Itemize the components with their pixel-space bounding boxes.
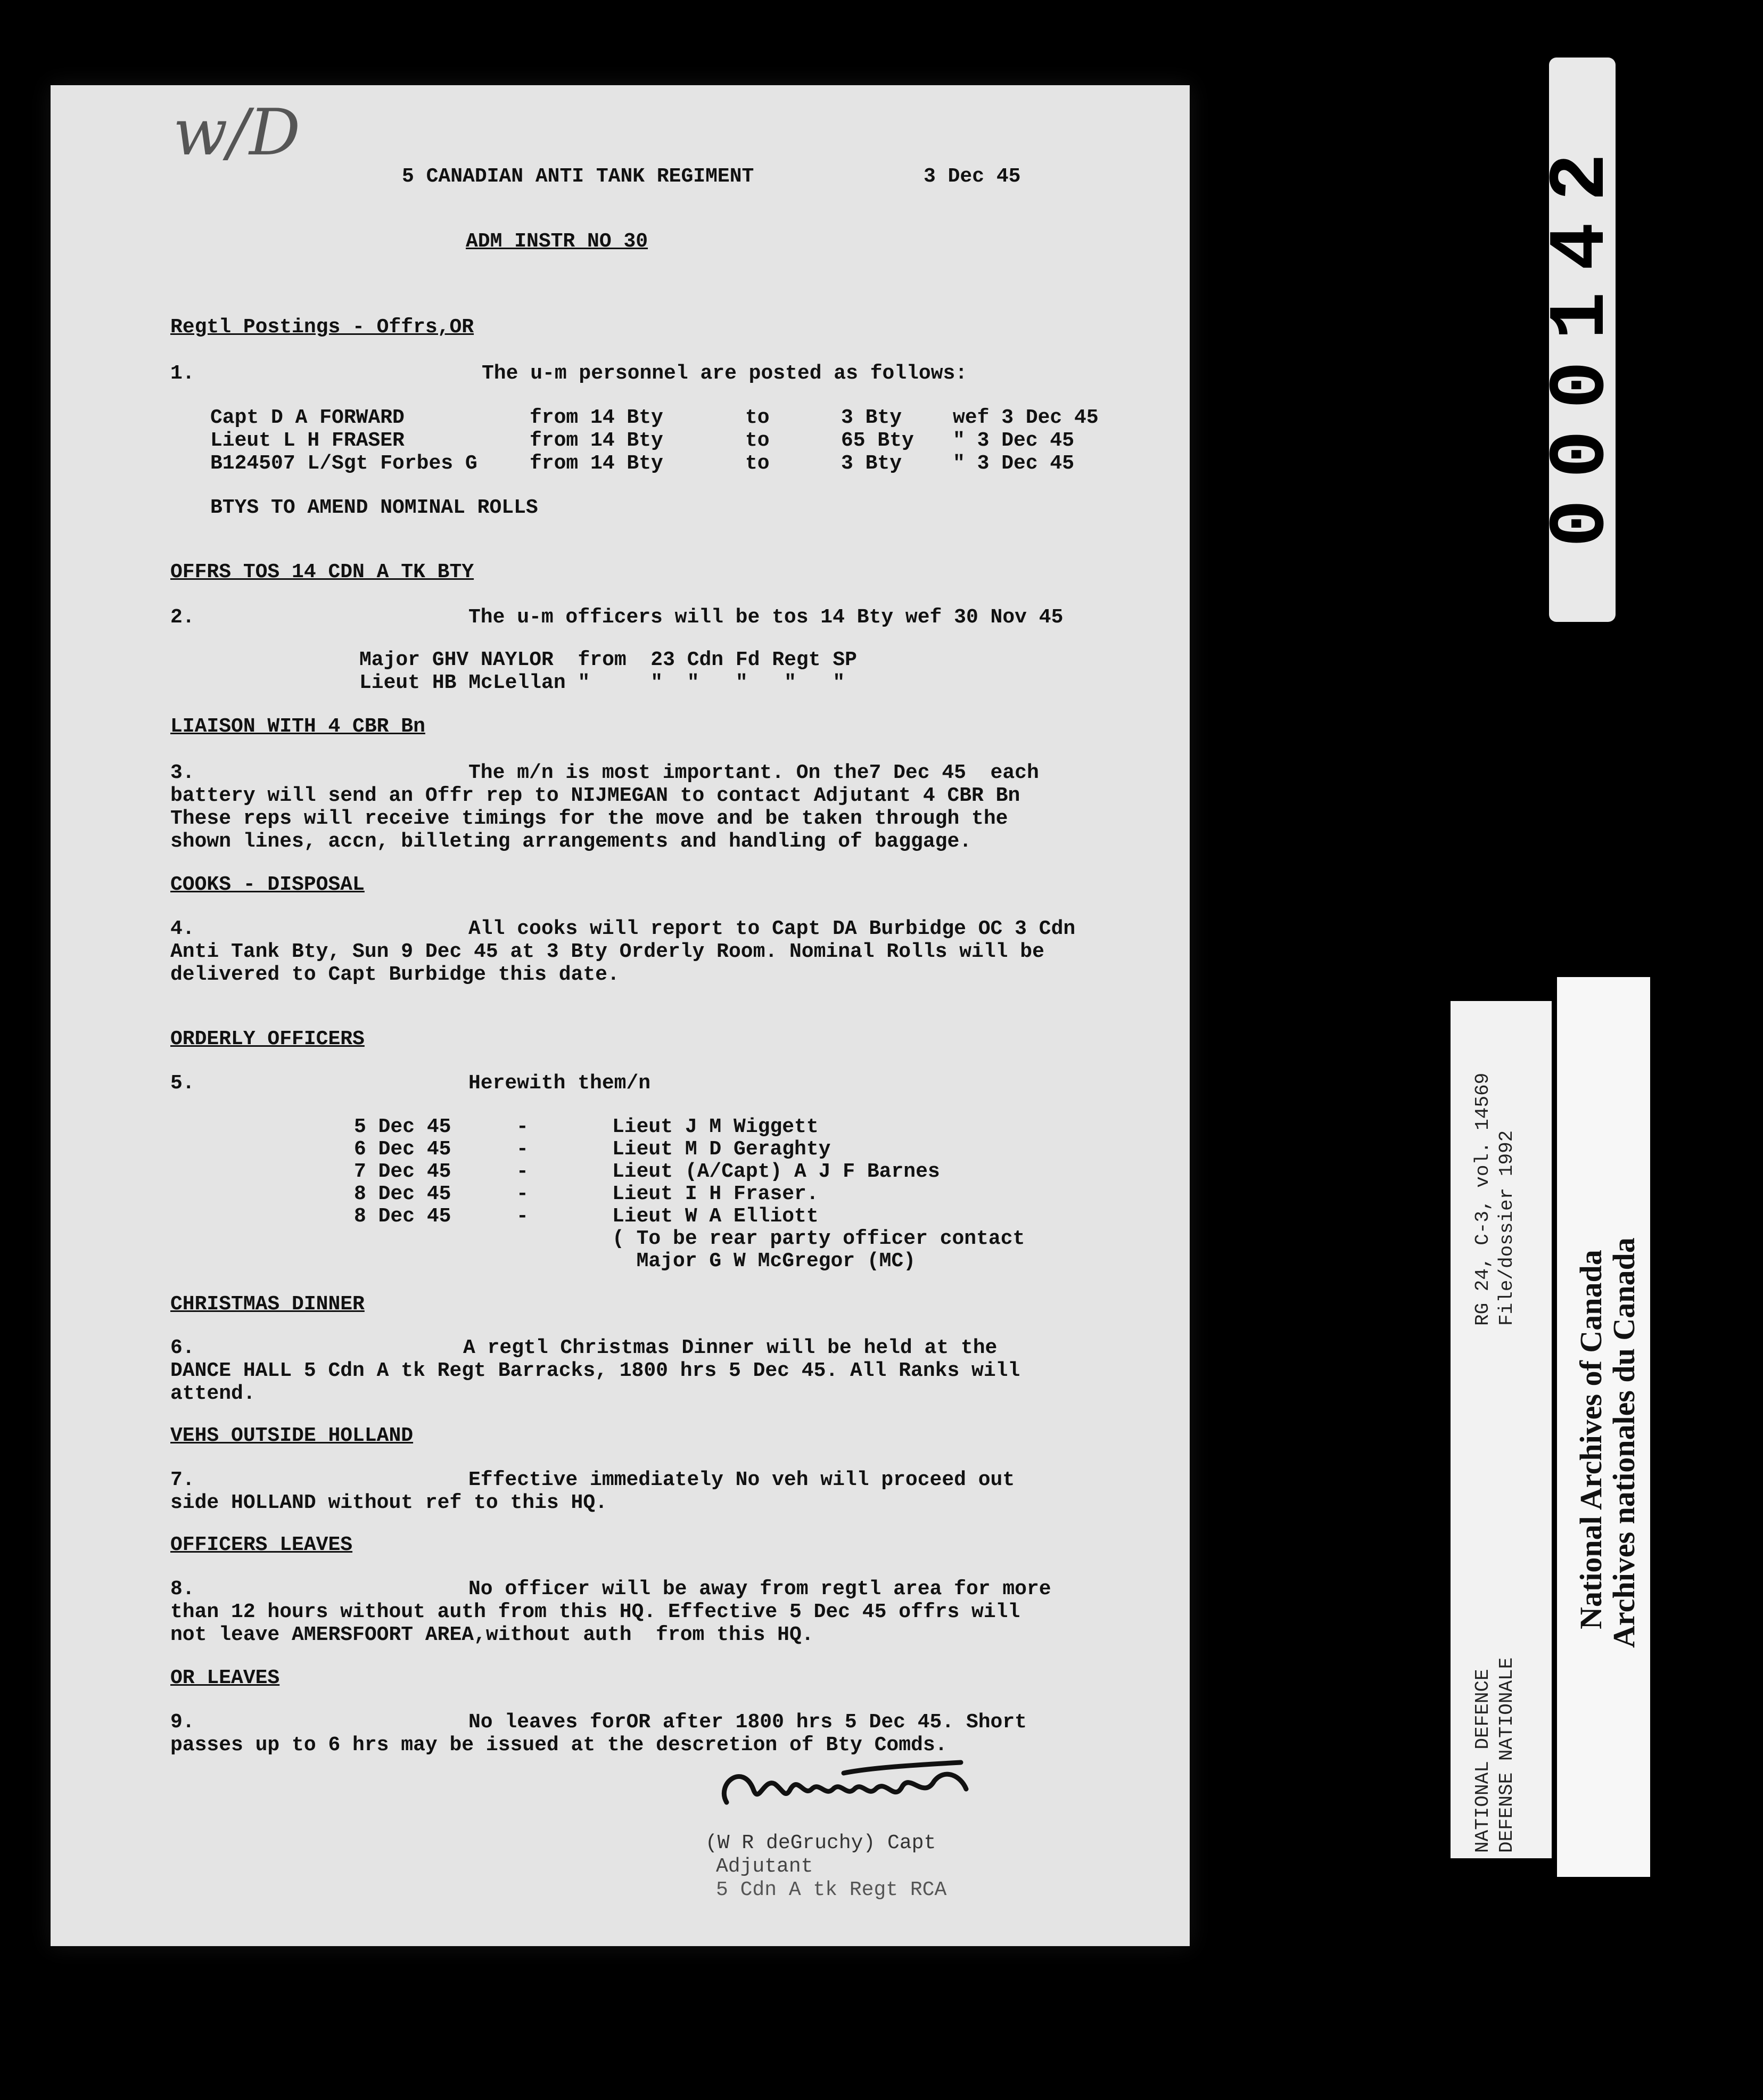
posting-name: Lieut L H FRASER xyxy=(210,429,405,452)
posting-wef: wef 3 Dec 45 xyxy=(953,406,1099,429)
document-page xyxy=(51,85,1190,1946)
section-number: 8. xyxy=(170,1578,195,1601)
section-number: 9. xyxy=(170,1711,195,1734)
duty-officer: Lieut J M Wiggett xyxy=(612,1115,819,1138)
duty-dash: - xyxy=(516,1115,529,1138)
posting-to: to xyxy=(745,452,770,475)
section-line: passes up to 6 hrs may be issued at the descretion of Bty Comds. xyxy=(170,1734,948,1757)
duty-officer: Lieut M D Geraghty xyxy=(612,1138,831,1161)
section-line: The m/n is most important. On the7 Dec 45 each xyxy=(468,761,1039,784)
duty-dash: - xyxy=(516,1183,529,1205)
duty-dash: - xyxy=(516,1138,529,1161)
signature-name: (W R deGruchy) Capt xyxy=(705,1832,936,1855)
section-line: battery will send an Offr rep to NIJMEGAN to contact Adjutant 4 CBR Bn xyxy=(170,784,1020,807)
duty-officer: Lieut (A/Capt) A J F Barnes xyxy=(612,1160,940,1183)
section-number: 5. xyxy=(170,1072,195,1095)
section-heading: OR LEAVES xyxy=(170,1667,280,1689)
section-line: not leave AMERSFOORT AREA,without auth from this HQ. xyxy=(170,1623,814,1646)
signature-unit: 5 Cdn A tk Regt RCA xyxy=(716,1878,947,1901)
section-line: DANCE HALL 5 Cdn A tk Regt Barracks, 1800 hrs 5 Dec 45. All Ranks will xyxy=(170,1359,1020,1382)
section-line: Anti Tank Bty, Sun 9 Dec 45 at 3 Bty Orderly Room. Nominal Rolls will be xyxy=(170,940,1044,963)
posting-from: from 14 Bty xyxy=(530,406,663,429)
section-line: A regtl Christmas Dinner will be held at the xyxy=(463,1336,998,1359)
section-heading: OFFICERS LEAVES xyxy=(170,1533,353,1556)
unit-title: 5 CANADIAN ANTI TANK REGIMENT xyxy=(402,165,754,188)
duty-dash: - xyxy=(516,1160,529,1183)
section-number: 1. xyxy=(170,362,195,385)
officer-line: Lieut HB McLellan " " " " " " xyxy=(359,671,845,694)
section-line: No leaves forOR after 1800 hrs 5 Dec 45. Short xyxy=(468,1711,1027,1734)
document-number: 000142 xyxy=(1537,132,1627,548)
section-number: 4. xyxy=(170,917,195,940)
section-line: shown lines, accn, billeting arrangements and handling of baggage. xyxy=(170,830,972,853)
posting-wef: " 3 Dec 45 xyxy=(953,429,1075,452)
postings-note: BTYS TO AMEND NOMINAL ROLLS xyxy=(210,496,538,519)
duty-officer: Lieut W A Elliott xyxy=(612,1205,819,1228)
section-number: 2. xyxy=(170,606,195,629)
section-line: delivered to Capt Burbidge this date. xyxy=(170,963,620,986)
section-heading: LIAISON WITH 4 CBR Bn xyxy=(170,715,425,738)
section-text: Herewith them/n xyxy=(468,1072,651,1095)
duty-date: 8 Dec 45 xyxy=(354,1205,451,1228)
signature-mark xyxy=(711,1752,1041,1826)
section-text: The u-m personnel are posted as follows: xyxy=(482,362,968,385)
officer-line: Major GHV NAYLOR from 23 Cdn Fd Regt SP xyxy=(359,649,857,671)
section-line: Effective immediately No veh will proceed out xyxy=(468,1469,1015,1491)
section-heading: Regtl Postings - Offrs,OR xyxy=(170,316,474,339)
section-text: The u-m officers will be tos 14 Bty wef 30 Nov 45 xyxy=(468,606,1064,629)
posting-from: from 14 Bty xyxy=(530,429,663,452)
orderly-note: Major G W McGregor (MC) xyxy=(612,1250,916,1273)
posting-to: to xyxy=(745,429,770,452)
archive-reference-label xyxy=(1451,1001,1552,1858)
orderly-note: ( To be rear party officer contact xyxy=(612,1227,1025,1250)
archives-name-en: National Archives of Canada xyxy=(1573,1250,1608,1629)
section-line: than 12 hours without auth from this HQ. Effective 5 Dec 45 offrs will xyxy=(170,1601,1020,1623)
section-number: 3. xyxy=(170,761,195,784)
duty-date: 8 Dec 45 xyxy=(354,1183,451,1205)
section-heading: CHRISTMAS DINNER xyxy=(170,1293,365,1316)
archive-ref-line: File/dossier 1992 xyxy=(1496,1130,1518,1326)
section-heading: VEHS OUTSIDE HOLLAND xyxy=(170,1424,414,1447)
archive-ref-line: DEFENSE NATIONALE xyxy=(1496,1657,1518,1853)
document-date: 3 Dec 45 xyxy=(924,165,1021,188)
handwritten-annotation: w/D xyxy=(173,96,301,170)
archive-ref-line: RG 24, C-3, vol. 14569 xyxy=(1472,1072,1494,1326)
section-number: 7. xyxy=(170,1469,195,1491)
section-heading: ORDERLY OFFICERS xyxy=(170,1028,365,1051)
section-line: side HOLLAND without ref to this HQ. xyxy=(170,1491,607,1514)
posting-to: to xyxy=(745,406,770,429)
archive-ref-line: NATIONAL DEFENCE xyxy=(1472,1669,1494,1853)
section-line: All cooks will report to Capt DA Burbidge OC 3 Cdn xyxy=(468,917,1076,940)
duty-date: 7 Dec 45 xyxy=(354,1160,451,1183)
document-number-strip xyxy=(1537,58,1627,622)
section-heading: OFFRS TOS 14 CDN A TK BTY xyxy=(170,561,474,584)
section-heading: COOKS - DISPOSAL xyxy=(170,873,365,896)
section-line: No officer will be away from regtl area for more xyxy=(468,1578,1051,1601)
duty-officer: Lieut I H Fraser. xyxy=(612,1183,819,1205)
duty-dash: - xyxy=(516,1205,529,1228)
archives-stamp xyxy=(1557,977,1650,1877)
posting-dest: 65 Bty xyxy=(841,429,914,452)
posting-name: B124507 L/Sgt Forbes G xyxy=(210,452,477,475)
posting-wef: " 3 Dec 45 xyxy=(953,452,1075,475)
archives-name-fr: Archives nationales du Canada xyxy=(1607,1237,1641,1648)
posting-name: Capt D A FORWARD xyxy=(210,406,405,429)
signature-role: Adjutant xyxy=(716,1855,813,1878)
section-line: These reps will receive timings for the move and be taken through the xyxy=(170,807,1008,830)
posting-dest: 3 Bty xyxy=(841,452,902,475)
posting-from: from 14 Bty xyxy=(530,452,663,475)
instruction-title: ADM INSTR NO 30 xyxy=(466,230,648,253)
duty-date: 5 Dec 45 xyxy=(354,1115,451,1138)
posting-dest: 3 Bty xyxy=(841,406,902,429)
section-number: 6. xyxy=(170,1336,195,1359)
section-line: attend. xyxy=(170,1382,256,1405)
duty-date: 6 Dec 45 xyxy=(354,1138,451,1161)
